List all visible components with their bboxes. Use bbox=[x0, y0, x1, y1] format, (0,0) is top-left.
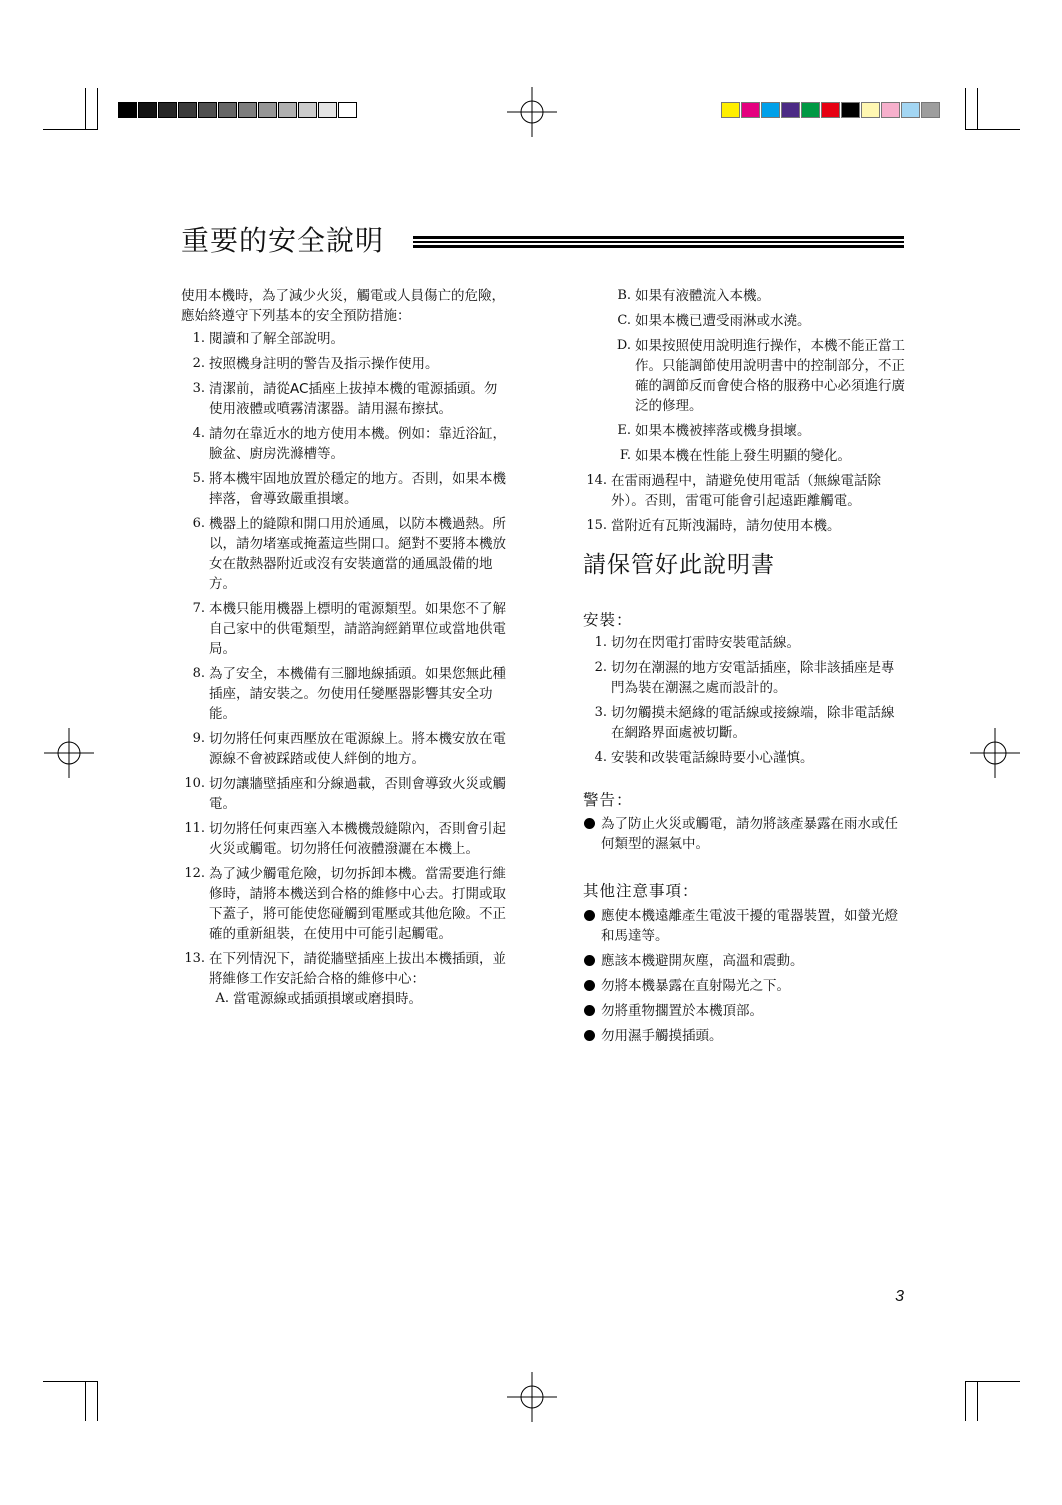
list-item-number: 14. bbox=[586, 473, 607, 488]
process-color-bar bbox=[721, 102, 941, 118]
bullet-icon bbox=[584, 980, 595, 991]
install-list bbox=[583, 633, 905, 768]
registration-crosshair-icon bbox=[970, 728, 1020, 778]
color-swatch bbox=[338, 102, 357, 118]
list-item-text: 機器上的縫隙和開口用於通風，以防本機過熱。所以，請勿堵塞或掩蓋這些開口。絕對不要將本機放女在散熱器附近或沒有安裝適當的通風設備的地方。 bbox=[209, 516, 506, 592]
color-swatch bbox=[861, 102, 880, 118]
list-item-number: 15. bbox=[586, 518, 607, 533]
list-item bbox=[181, 469, 506, 509]
list-item-text: 如果有液體流入本機。 bbox=[635, 288, 770, 304]
color-swatch bbox=[881, 102, 900, 118]
color-swatch bbox=[238, 102, 257, 118]
bullet-icon bbox=[584, 818, 595, 829]
list-item-text: 在雷雨過程中，請避免使用電話（無線電話除外）。否則，雷電可能會引起遠距離觸電。 bbox=[611, 473, 881, 509]
bullet-item bbox=[583, 976, 905, 996]
registration-crosshair-icon bbox=[44, 728, 94, 778]
color-swatch bbox=[741, 102, 760, 118]
list-item-text: 為了安全，本機備有三腳地線插頭。如果您無此種插座，請安裝之。勿使用任變壓器影響其安全功能。 bbox=[209, 666, 506, 722]
safety-list-continued bbox=[583, 471, 905, 536]
list-item-number: B. bbox=[617, 288, 631, 303]
color-swatch bbox=[278, 102, 297, 118]
list-item bbox=[181, 864, 506, 944]
bullet-text: 勿將重物擱置於本機頂部。 bbox=[601, 1003, 763, 1019]
list-item-text: 當附近有瓦斯洩漏時，請勿使用本機。 bbox=[611, 518, 841, 534]
list-item bbox=[181, 819, 506, 859]
list-item-text: 切勿將任何東西壓放在電源線上。將本機安放在電源線不會被踩踏或使人絆倒的地方。 bbox=[209, 731, 506, 767]
list-item-text: 切勿將任何東西塞入本機機殼縫隙內，否則會引起火災或觸電。切勿將任何液體潑灑在本機上。 bbox=[209, 821, 506, 857]
list-item bbox=[583, 748, 905, 768]
list-item-text: 切勿在閃電打雷時安裝電話線。 bbox=[611, 635, 800, 651]
sub-list bbox=[583, 286, 905, 466]
bullet-item bbox=[583, 951, 905, 971]
registration-crosshair-icon bbox=[507, 1372, 557, 1422]
list-item-text: 如果本機已遭受雨淋或水澆。 bbox=[635, 313, 811, 329]
list-item bbox=[583, 633, 905, 653]
intro-paragraph: 使用本機時，為了減少火災，觸電或人員傷亡的危險，應始終遵守下列基本的安全預防措施： bbox=[181, 288, 505, 324]
list-item-number: 13. bbox=[184, 951, 205, 966]
list-item bbox=[181, 354, 506, 374]
title-rule bbox=[413, 236, 904, 248]
bullet-item bbox=[583, 1001, 905, 1021]
list-item-number: D. bbox=[616, 338, 631, 353]
list-item-number: 2. bbox=[594, 660, 607, 675]
list-item-number: 9. bbox=[192, 731, 205, 746]
list-item bbox=[583, 311, 905, 331]
list-item-text: 如果本機被摔落或機身損壞。 bbox=[635, 423, 811, 439]
other-heading: 其他注意事項： bbox=[583, 882, 699, 900]
color-swatch bbox=[218, 102, 237, 118]
color-swatch bbox=[901, 102, 920, 118]
list-item-number: 3. bbox=[594, 705, 607, 720]
list-item-text: 為了減少觸電危險，切勿拆卸本機。當需要進行維修時，請將本機送到合格的維修中心去。打開或取下蓋子，將可能使您碰觸到電壓或其他危險。不正確的重新組裝，在使用中可能引起觸電。 bbox=[209, 866, 506, 942]
list-item bbox=[583, 658, 905, 698]
warning-list bbox=[583, 814, 905, 854]
list-item-text: 如果按照使用說明進行操作，本機不能正當工作。只能調節使用說明書中的控制部分，不正確的調節反而會使合格的服務中心必須進行廣泛的修理。 bbox=[635, 338, 905, 414]
right-column-list bbox=[583, 286, 905, 536]
left-column bbox=[181, 286, 506, 1009]
list-item bbox=[583, 336, 905, 416]
registration-crosshair-icon bbox=[507, 87, 557, 137]
list-item bbox=[181, 379, 506, 419]
list-item-number: 7. bbox=[192, 601, 205, 616]
list-item bbox=[181, 599, 506, 659]
list-item-number: 10. bbox=[184, 776, 205, 791]
list-item bbox=[583, 286, 905, 306]
bullet-text: 勿將本機暴露在直射陽光之下。 bbox=[601, 978, 790, 994]
bullet-item bbox=[583, 814, 905, 854]
list-item-number: 1. bbox=[192, 331, 205, 346]
list-item bbox=[583, 421, 905, 441]
color-swatch bbox=[118, 102, 137, 118]
bullet-icon bbox=[584, 1030, 595, 1041]
list-item-number: 4. bbox=[594, 750, 607, 765]
color-swatch bbox=[801, 102, 820, 118]
bullet-text: 應使本機遠離產生電波干擾的電器裝置，如螢光燈和馬達等。 bbox=[601, 908, 898, 944]
page-number: 3 bbox=[895, 1288, 904, 1305]
list-item-text: 切勿觸摸未絕緣的電話線或接線端，除非電話線在網路界面處被切斷。 bbox=[611, 705, 895, 741]
color-swatch bbox=[158, 102, 177, 118]
bullet-icon bbox=[584, 910, 595, 921]
list-item-number: 4. bbox=[192, 426, 205, 441]
color-swatch bbox=[821, 102, 840, 118]
list-item bbox=[181, 424, 506, 464]
list-item-text: 將本機牢固地放置於穩定的地方。否則，如果本機摔落，會導致嚴重損壞。 bbox=[209, 471, 506, 507]
list-item-text: 清潔前，請從AC插座上拔掉本機的電源插頭。勿使用液體或噴霧清潔器。請用濕布擦拭。 bbox=[209, 381, 498, 417]
list-item bbox=[181, 774, 506, 814]
color-swatch bbox=[721, 102, 740, 118]
list-item bbox=[583, 471, 905, 511]
list-item bbox=[583, 703, 905, 743]
list-item-text: 切勿讓牆壁插座和分線過載，否則會導致火災或觸電。 bbox=[209, 776, 506, 812]
color-swatch bbox=[178, 102, 197, 118]
page-title: 重要的安全說明 bbox=[181, 224, 385, 257]
list-item-text: 當電源線或插頭損壞或磨損時。 bbox=[233, 991, 422, 1007]
list-item-text: 請勿在靠近水的地方使用本機。例如：靠近浴缸，臉盆、廚房洗滌槽等。 bbox=[209, 426, 506, 462]
list-item-number: C. bbox=[617, 313, 631, 328]
color-swatch bbox=[921, 102, 940, 118]
list-item-number: 1. bbox=[594, 635, 607, 650]
bullet-icon bbox=[584, 955, 595, 966]
list-item bbox=[583, 446, 905, 466]
color-swatch bbox=[761, 102, 780, 118]
section-title: 請保管好此說明書 bbox=[583, 552, 775, 578]
list-item-text: 按照機身註明的警告及指示操作使用。 bbox=[209, 356, 439, 372]
bullet-icon bbox=[584, 1005, 595, 1016]
list-item-number: A. bbox=[215, 991, 229, 1006]
bullet-text: 勿用濕手觸摸插頭。 bbox=[601, 1028, 723, 1044]
list-item bbox=[181, 514, 506, 594]
list-item-text: 在下列情況下，請從牆壁插座上拔出本機插頭，並將維修工作安託給合格的維修中心： bbox=[209, 951, 506, 987]
bullet-item bbox=[583, 906, 905, 946]
color-swatch bbox=[781, 102, 800, 118]
list-item-number: F. bbox=[619, 448, 631, 463]
other-notes-list bbox=[583, 906, 905, 1046]
color-swatch bbox=[138, 102, 157, 118]
list-item-number: 2. bbox=[192, 356, 205, 371]
list-item bbox=[181, 949, 506, 989]
list-item bbox=[583, 516, 905, 536]
color-swatch bbox=[258, 102, 277, 118]
color-swatch bbox=[198, 102, 217, 118]
warning-heading: 警告： bbox=[583, 791, 633, 809]
color-swatch bbox=[318, 102, 337, 118]
color-swatch bbox=[841, 102, 860, 118]
list-item bbox=[181, 664, 506, 724]
list-item-number: 11. bbox=[184, 821, 205, 836]
list-item-number: 8. bbox=[192, 666, 205, 681]
list-item-text: 安裝和改裝電話線時要小心謹慎。 bbox=[611, 750, 814, 766]
list-item-number: 5. bbox=[192, 471, 205, 486]
color-swatch bbox=[298, 102, 317, 118]
list-item bbox=[181, 329, 506, 349]
list-item-number: E. bbox=[617, 423, 631, 438]
list-item-number: 6. bbox=[192, 516, 205, 531]
bullet-text: 應該本機避開灰塵，高溫和震動。 bbox=[601, 953, 804, 969]
list-item-number: 3. bbox=[192, 381, 205, 396]
grayscale-color-bar bbox=[118, 102, 358, 118]
list-item-text: 如果本機在性能上發生明顯的變化。 bbox=[635, 448, 851, 464]
list-item bbox=[181, 729, 506, 769]
bullet-text: 為了防止火災或觸電，請勿將該產暴露在雨水或任何類型的濕氣中。 bbox=[601, 816, 898, 852]
bullet-item bbox=[583, 1026, 905, 1046]
safety-list bbox=[181, 329, 506, 989]
list-item-text: 切勿在潮濕的地方安電話插座，除非該插座是專門為裝在潮濕之處而設計的。 bbox=[611, 660, 895, 696]
install-heading: 安裝： bbox=[583, 611, 633, 629]
list-item-text: 本機只能用機器上標明的電源類型。如果您不了解自己家中的供電類型，請諮詢經銷單位或當地供電局。 bbox=[209, 601, 506, 657]
list-item-text: 閱讀和了解全部說明。 bbox=[209, 331, 344, 347]
list-item bbox=[181, 989, 506, 1009]
list-item-number: 12. bbox=[184, 866, 205, 881]
